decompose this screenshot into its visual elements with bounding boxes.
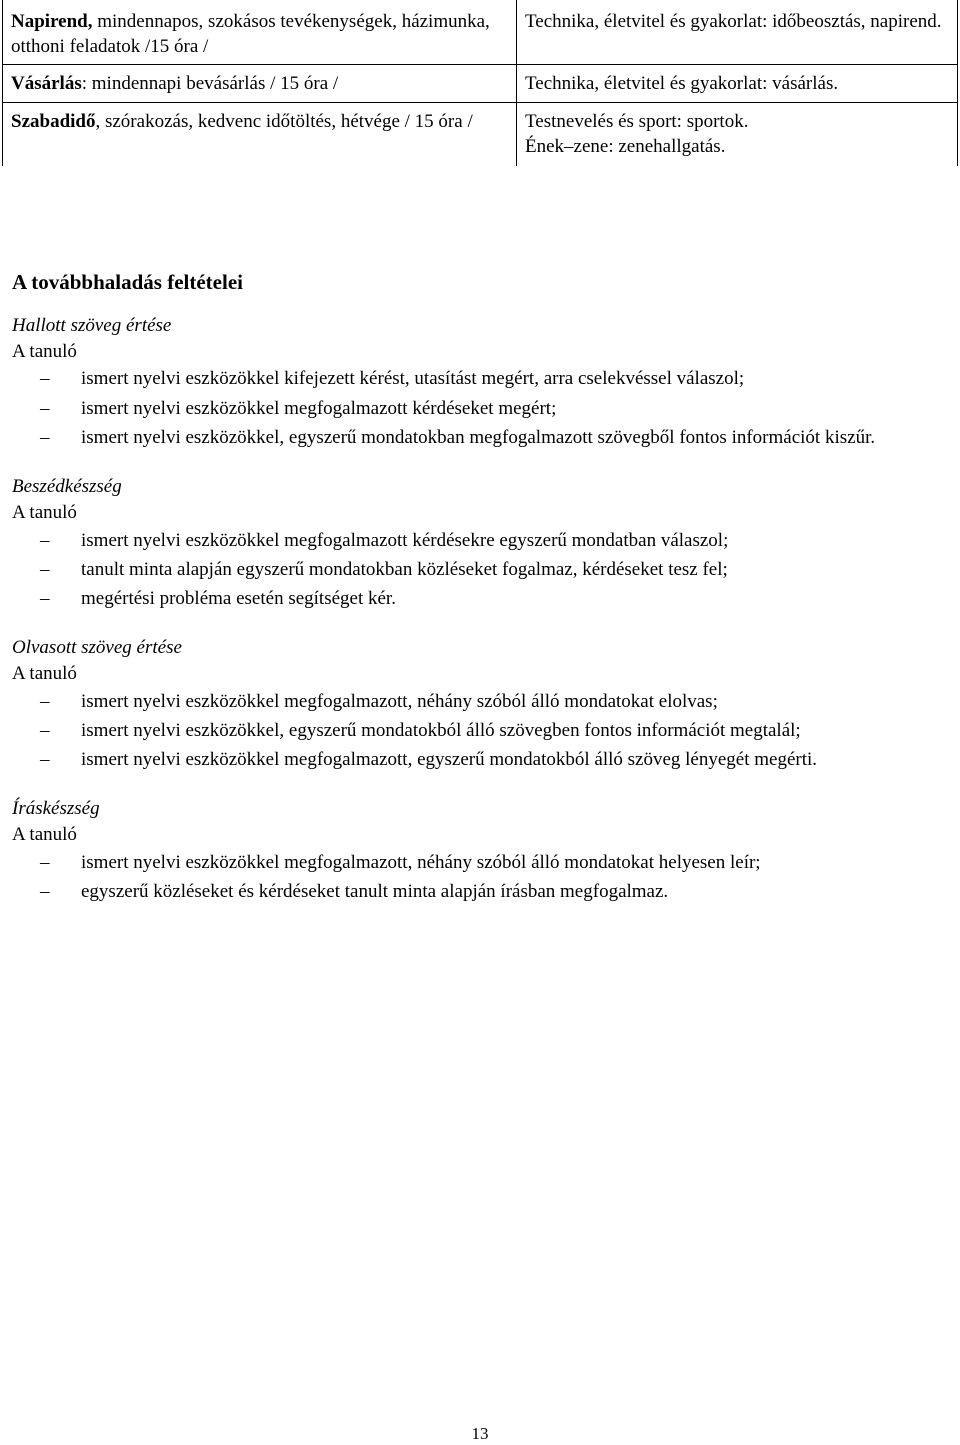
- topic-description: mindennapos, szokásos tevékenységek, házimunka, otthoni feladatok /15 óra /: [11, 11, 490, 58]
- dash-bullet: –: [40, 529, 50, 551]
- skill-heading: Íráskészség: [12, 798, 100, 820]
- connection-line: Technika, életvitel és gyakorlat: vásárlás.: [525, 72, 839, 94]
- list-item-text: megértési probléma esetén segítséget kér.: [81, 587, 396, 609]
- list-item-text: ismert nyelvi eszközökkel megfogalmazott, néhány szóból álló mondatokat helyesen leír;: [81, 851, 761, 873]
- requirements-content: [12, 268, 952, 928]
- dash-bullet: –: [40, 397, 50, 419]
- list-item-text: tanult minta alapján egyszerű mondatokban közléseket fogalmaz, kérdéseket tesz fel;: [81, 558, 728, 580]
- skill-heading: Hallott szöveg értése: [12, 314, 172, 336]
- connection-line: Ének–zene: zenehallgatás.: [525, 136, 726, 158]
- list-item: [12, 747, 952, 773]
- dash-bullet: –: [40, 851, 50, 873]
- topic-cell: [3, 64, 517, 102]
- list-item: [12, 586, 952, 612]
- skill-lead: A tanuló: [12, 502, 77, 524]
- list-item-text: ismert nyelvi eszközökkel, egyszerű mondatokból álló szövegben fontos információt megtalál;: [81, 719, 801, 741]
- skill-lead: A tanuló: [12, 824, 77, 846]
- list-item-text: ismert nyelvi eszközökkel, egyszerű mondatokban megfogalmazott szövegből fontos információt kiszűr.: [81, 426, 876, 448]
- connection-cell: [517, 64, 958, 102]
- dash-bullet: –: [40, 558, 50, 580]
- skill-heading: Olvasott szöveg értése: [12, 637, 182, 659]
- list-item: [12, 879, 952, 905]
- skill-section-speaking: [12, 474, 952, 612]
- list-item-text: egyszerű közléseket és kérdéseket tanult minta alapján írásban megfogalmaz.: [81, 880, 669, 902]
- dash-bullet: –: [40, 749, 50, 771]
- dash-bullet: –: [40, 426, 50, 448]
- topic-description: : mindennapi bevásárlás / 15 óra /: [81, 72, 339, 94]
- topic-cell: [3, 0, 517, 64]
- dash-bullet: –: [40, 368, 50, 390]
- skill-heading: Beszédkészség: [12, 476, 122, 498]
- list-item: [12, 689, 952, 715]
- requirement-list: [12, 850, 952, 905]
- connection-line: Technika, életvitel és gyakorlat: időbeosztás, napirend.: [525, 11, 942, 32]
- table-row: [3, 64, 958, 102]
- list-item-text: ismert nyelvi eszközökkel kifejezett kérést, utasítást megért, arra cselekvéssel válaszol;: [81, 368, 745, 390]
- skill-lead: A tanuló: [12, 663, 77, 685]
- list-item-text: ismert nyelvi eszközökkel megfogalmazott, néhány szóból álló mondatokat elolvas;: [81, 690, 718, 712]
- topic-name: Szabadidő: [11, 110, 96, 132]
- topic-description: , szórakozás, kedvenc időtöltés, hétvége / 15 óra /: [95, 110, 473, 132]
- skill-lead: A tanuló: [12, 341, 77, 363]
- list-item: [12, 425, 952, 451]
- requirement-list: [12, 689, 952, 774]
- skill-section-reading: [12, 635, 952, 773]
- connection-cell: [517, 0, 958, 64]
- connection-cell: [517, 102, 958, 166]
- table-row: [3, 102, 958, 166]
- list-item-text: ismert nyelvi eszközökkel megfogalmazott kérdésekre egyszerű mondatban válaszol;: [81, 529, 729, 551]
- table-row: [3, 0, 958, 64]
- list-item-text: ismert nyelvi eszközökkel megfogalmazott, egyszerű mondatokból álló szöveg lényegét megérti.: [81, 749, 818, 771]
- list-item: [12, 396, 952, 422]
- list-item-text: ismert nyelvi eszközökkel megfogalmazott kérdéseket megért;: [81, 397, 557, 419]
- skill-section-writing: [12, 796, 952, 905]
- list-item: [12, 850, 952, 876]
- page-number: 13: [471, 1424, 489, 1443]
- topic-cell: [3, 102, 517, 166]
- dash-bullet: –: [40, 587, 50, 609]
- topic-name: Vásárlás: [11, 72, 82, 94]
- topics-table: [2, 0, 958, 166]
- section-heading: A továbbhaladás feltételei: [12, 270, 243, 294]
- dash-bullet: –: [40, 719, 50, 741]
- list-item: [12, 557, 952, 583]
- requirement-list: [12, 366, 952, 451]
- requirement-list: [12, 528, 952, 613]
- list-item: [12, 718, 952, 744]
- dash-bullet: –: [40, 690, 50, 712]
- skill-section-listening: [12, 313, 952, 451]
- topic-name: Napirend,: [11, 11, 93, 32]
- connection-line: Testnevelés és sport: sportok.: [525, 110, 749, 132]
- list-item: [12, 528, 952, 554]
- list-item: [12, 366, 952, 392]
- dash-bullet: –: [40, 880, 50, 902]
